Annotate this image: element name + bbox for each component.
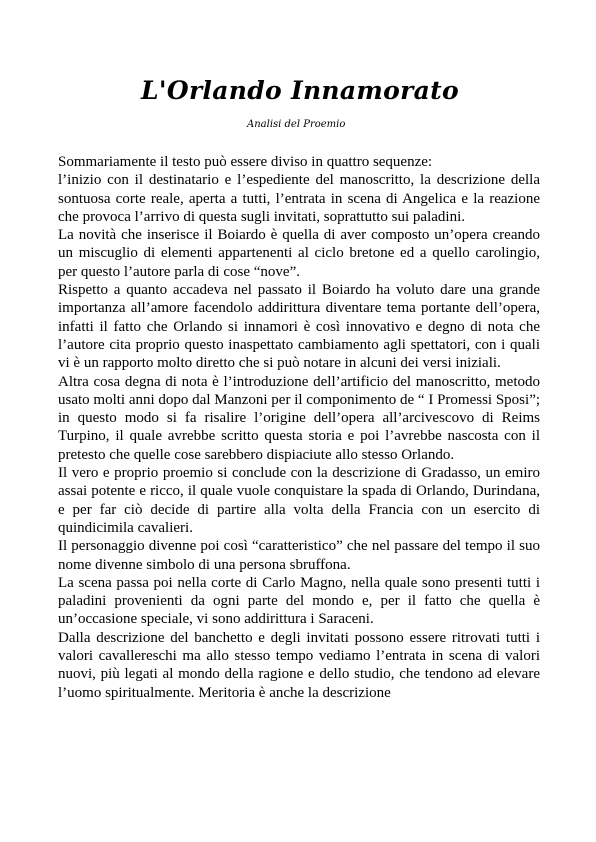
paragraph: Il personaggio divenne poi così “caratteristico” che nel passare del tempo il suo nome divenne simbolo di una persona sbruffona.: [58, 538, 540, 573]
paragraph: Sommariamente il testo può essere diviso in quattro sequenze:: [58, 154, 433, 170]
paragraph: Dalla descrizione del banchetto e degli invitati possono essere ritrovati tutti i valori cavallereschi ma allo stesso tempo vediamo l’entrata in scena di valori nuovi, più legati al mondo della ragione e dello studio, che tendono ad elevare l’uomo spiritualmente. Meritoria è anche la descrizione: [58, 629, 540, 701]
document-title: L'Orlando Innamorato: [141, 76, 459, 105]
document-body: [58, 153, 540, 702]
paragraph: Rispetto a quanto accadeva nel passato il Boiardo ha voluto dare una grande importanza all’amore facendolo addirittura diventare tema portante dell’opera, infatti il fatto che Orlando si innamori è così innovativo e degno di nota che l’autore cita proprio questo inaspettato cambiamento agli spettatori, con i quali vi è un rapporto molto diretto che si può notare in alcuni dei versi iniziali.: [58, 282, 540, 372]
paragraph: Altra cosa degna di nota è l’introduzione dell’artificio del manoscritto, metodo usato molti anni dopo dal Manzoni per il componimento de “ I Promessi Sposi”; in questo modo si fa risalire l’origine dell’opera all’arcivescovo di Reims Turpino, il quale avrebbe scritto questa storia e poi l’avrebbe nascosta con il pretesto che quelle cose sarebbero dispiaciute allo stesso Orlando.: [58, 373, 541, 463]
paragraph: La scena passa poi nella corte di Carlo Magno, nella quale sono presenti tutti i paladini provenienti da ogni parte del mondo e, per il fatto che quella è un’occasione speciale, vi sono addirittura i Saraceni.: [58, 574, 540, 628]
paragraph: La novità che inserisce il Boiardo è quella di aver composto un’opera creando un miscuglio di elementi appartenenti al ciclo bretone ed a quello carolingio, per questo l’autore parla di cose “nove”.: [58, 227, 540, 280]
paragraph: l’inizio con il destinatario e l’espediente del manoscritto, la descrizione della sontuosa corte reale, aperta a tutti, l’entrata in scena di Angelica e la reazione che provoca l’arrivo di questa sugli invitati, soprattutto sui paladini.: [58, 172, 540, 225]
paragraph: Il vero e proprio proemio si conclude con la descrizione di Gradasso, un emiro assai potente e ricco, il quale vuole conquistare la spada di Orlando, Durindana, e per far ciò decide di partire alla volta della Francia con un esercito di quindicimila cavalieri.: [58, 465, 540, 536]
document-subtitle: Analisi del Proemio: [247, 119, 346, 130]
